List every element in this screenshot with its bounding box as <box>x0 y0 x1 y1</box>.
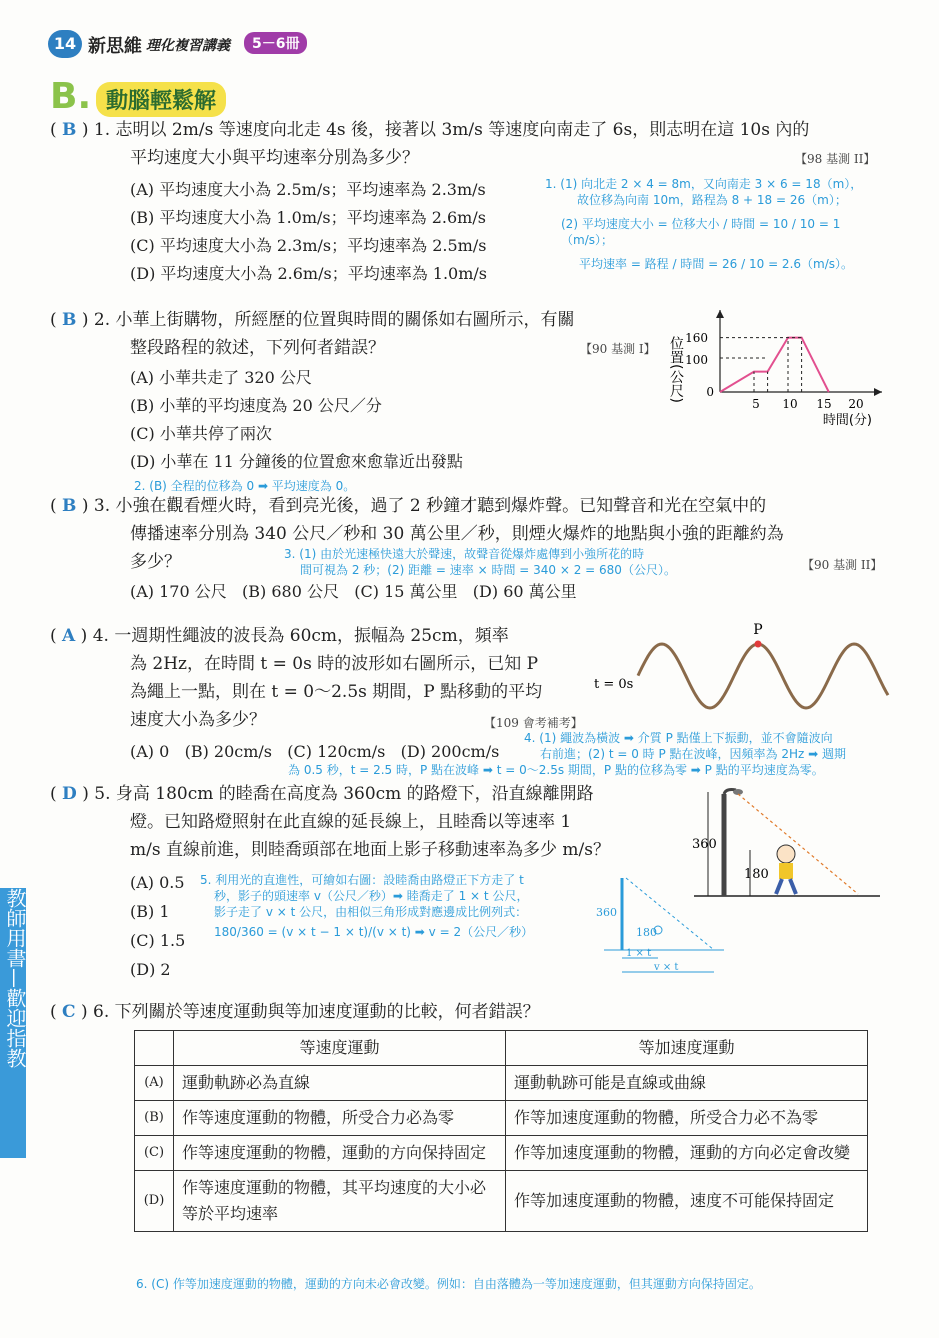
question-2: ( B ) 2. 小華上街購物，所經歷的位置與時間的關係如右圖所示，有關 整段路程的敘述，下列何者錯誤？ <box>50 310 575 358</box>
q5-label-180: 180 <box>744 867 769 882</box>
q4-stem-line2: 為 2Hz，在時間 t = 0s 時的波形如右圖所示，已知 P <box>130 654 539 674</box>
q4-option-c: (C) 120cm/s <box>287 742 386 761</box>
q2-y-arrow <box>716 310 724 318</box>
q1-solution <box>545 176 885 272</box>
q2-option-b: (B) 小華的平均速度為 20 公尺／分 <box>130 396 382 415</box>
q5s-len1: 1 × t <box>626 948 652 959</box>
q1-option-c: (C) 平均速度大小為 2.3m/s；平均速率為 2.5m/s <box>130 236 487 255</box>
q4-source: 【109 會考補考】 <box>484 716 583 730</box>
side-tab <box>0 888 26 1158</box>
answer-1: B <box>62 120 77 140</box>
q4-point-p <box>755 641 762 648</box>
question-6: ( C ) 6. 下列關於等速度運動與等加速度運動的比較，何者錯誤？ <box>50 1002 540 1022</box>
q2-xtick-15: 15 <box>816 397 832 411</box>
q5-label-360: 360 <box>692 837 717 852</box>
q3-source: 【90 基測 II】 <box>802 558 883 572</box>
question-3: ( B ) 3. 小強在觀看煙火時，看到亮光後，過了 2 秒鐘才聽到爆炸聲。已知聲音和光在空氣中的 傳播速率分別為 340 公尺／秒和 30 萬公里／秒，則煙火爆炸的地點與小強的距離約為 多少？ <box>50 496 784 572</box>
q3-stem-line2: 傳播速率分別為 340 公尺／秒和 30 萬公里／秒，則煙火爆炸的地點與小強的距離約為 <box>130 524 784 544</box>
page-number-badge: 14 <box>48 30 82 58</box>
answer-6: C <box>62 1002 76 1022</box>
q4-p-label: P <box>753 622 763 638</box>
q1-stem-line2: 平均速度大小與平均速率分別為多少？ <box>130 148 419 168</box>
q3-solution <box>284 546 676 578</box>
q1-note-3: (2) 平均速度大小 = 位移大小 / 時間 = 10 / 10 = 1（m/s）； <box>561 217 841 247</box>
q5-person-leg-left <box>776 879 782 894</box>
q2-position-time-graph <box>668 306 892 430</box>
row-left: 作等速度運動的物體，運動的方向保持固定 <box>174 1136 506 1171</box>
q5-number: 5. <box>94 784 111 804</box>
q5-options <box>130 868 185 984</box>
q1-note-4: 平均速率 = 路程 / 時間 = 26 / 10 = 2.6（m/s）。 <box>579 257 854 271</box>
q5s-len2: v × t <box>654 962 679 973</box>
q2-stem-line2: 整段路程的敘述，下列何者錯誤？ <box>130 338 385 358</box>
table-header-accelerated: 等加速度運動 <box>506 1031 868 1066</box>
q2-option-a: (A) 小華共走了 320 公尺 <box>130 368 312 387</box>
table-header-row <box>135 1031 868 1066</box>
q4-stem-line4: 速度大小為多少？ <box>130 710 266 730</box>
section-letter: B. <box>50 76 92 117</box>
q2-x-arrow <box>874 388 882 396</box>
q6-stem: 下列關於等速度運動與等加速度運動的比較，何者錯誤？ <box>114 1002 540 1022</box>
table-row <box>135 1171 868 1232</box>
q5-option-b: (B) 1 <box>130 902 170 921</box>
q1-options <box>130 176 487 288</box>
q1-option-d: (D) 平均速度大小為 2.6m/s；平均速率為 1.0m/s <box>130 264 488 283</box>
q2-x-label: 時間(分) <box>822 413 872 428</box>
q5-option-c: (C) 1.5 <box>130 931 186 950</box>
book-title: 新思維 <box>88 36 142 57</box>
q2-number: 2. <box>93 310 111 330</box>
question-5: ( D ) 5. 身高 180cm 的睦喬在高度為 360cm 的路燈下，沿直線離開路 燈。已知路燈照射在此直線的延長線上，且睦喬以等速率 1 m/s 直線前進，則睦喬頭部在地面上影子移動速率為多少 m/s？ <box>50 784 610 860</box>
q3-stem-line1: 小強在觀看煙火時，看到亮光後，過了 2 秒鐘才聽到爆炸聲。已知聲音和光在空氣中的 <box>115 496 767 516</box>
table-header-uniform: 等速度運動 <box>174 1031 506 1066</box>
q2-source: 【90 基測 I】 <box>580 342 656 356</box>
q5-option-a: (A) 0.5 <box>130 873 185 892</box>
q1-option-b: (B) 平均速度大小為 1.0m/s；平均速率為 2.6m/s <box>130 208 486 227</box>
q4-t-label: t = 0s <box>594 677 634 692</box>
q2-position-line <box>720 338 829 392</box>
q6-solution: 6. (C) 作等加速度運動的物體，運動的方向未必會改變。例如：自由落體為一等加速度運動，但其運動方向保持固定。 <box>136 1277 761 1291</box>
section-title: 動腦輕鬆解 <box>96 82 226 117</box>
answer-5: D <box>62 784 77 804</box>
q4-option-b: (B) 20cm/s <box>184 742 272 761</box>
q1-number: 1. <box>93 120 111 140</box>
q2-options <box>130 364 463 476</box>
answer-2: B <box>62 310 77 330</box>
q2-option-d: (D) 小華在 11 分鐘後的位置愈來愈靠近出發點 <box>130 452 463 471</box>
q3-option-c: (C) 15 萬公里 <box>354 582 458 601</box>
q4-stem-line3: 為繩上一點，則在 t = 0～2.5s 期間，P 點移動的平均 <box>130 682 543 702</box>
q1-source: 【98 基測 II】 <box>795 152 876 166</box>
table-row <box>135 1066 868 1101</box>
q4-note-3: 為 0.5 秒，t = 2.5 時，P 點在波峰 ➡ t = 0～2.5s 期間，P 點的位移為零 ➡ P 點的平均速度為零。 <box>288 763 824 777</box>
q1-note-2: 故位移為向南 10m，路程為 8 + 18 = 26（m）； <box>577 193 847 207</box>
q2-y-label: 位置(公尺) <box>668 336 684 403</box>
row-left: 作等速度運動的物體，其平均速度的大小必等於平均速率 <box>174 1171 506 1232</box>
q6-comparison-table <box>134 1030 868 1232</box>
row-right: 運動軌跡可能是直線或曲線 <box>506 1066 868 1101</box>
q3-option-d: (D) 60 萬公里 <box>472 582 577 601</box>
q2-xtick-10: 10 <box>782 397 798 411</box>
row-label: (A) <box>135 1066 174 1101</box>
q5-person-leg-right <box>790 879 796 894</box>
q3-stem-line3: 多少？ <box>130 552 181 572</box>
q5-person-head <box>777 845 795 863</box>
row-label: (C) <box>135 1136 174 1171</box>
q5-note-4: 180/360 = (v × t − 1 × t)/(v × t) ➡ v = 2（公尺／秒） <box>214 925 534 939</box>
q5s-label-180: 180 <box>636 926 657 939</box>
book-subtitle: 理化複習講義 <box>146 38 230 54</box>
q2-ytick-160: 160 <box>685 331 708 345</box>
table-corner <box>135 1031 174 1066</box>
q5-option-d: (D) 2 <box>130 960 171 979</box>
q5s-label-360: 360 <box>596 906 617 919</box>
table-row <box>135 1136 868 1171</box>
q3-note-1: 3. (1) 由於光速極快遠大於聲速，故聲音從爆炸處傳到小強所花的時 <box>284 547 645 561</box>
q4-solution <box>288 730 888 778</box>
q5-solution <box>200 872 590 940</box>
row-label: (B) <box>135 1101 174 1136</box>
q5-solution-figure <box>594 872 734 982</box>
q1-note-1: 1. (1) 向北走 2 × 4 = 8m，又向南走 3 × 6 = 18（m）， <box>545 177 863 191</box>
q5-note-2: 秒，影子的頭速率 v（公尺／秒）➡ 睦喬走了 1 × t 公尺， <box>214 889 529 903</box>
q4-wave-figure <box>592 620 892 720</box>
q3-note-2: 間可視為 2 秒；(2) 距離 = 速率 × 時間 = 340 × 2 = 680（公尺）。 <box>300 563 676 577</box>
q6-number: 6. <box>93 1002 110 1022</box>
q3-option-a: (A) 170 公尺 <box>130 582 227 601</box>
answer-4: A <box>62 626 76 646</box>
row-right: 作等加速度運動的物體，速度不可能保持固定 <box>506 1171 868 1232</box>
q2-solution: 2. (B) 全程的位移為 0 ➡ 平均速度為 0。 <box>134 479 356 493</box>
q5-stem-line3: m/s 直線前進，則睦喬頭部在地面上影子移動速率為多少 m/s？ <box>130 840 610 860</box>
q2-ytick-0: 0 <box>706 385 714 399</box>
q3-options <box>130 578 577 606</box>
volume-badge: 5－6冊 <box>244 32 307 54</box>
table-row <box>135 1101 868 1136</box>
q5-person-body <box>779 863 793 879</box>
side-tab-text: 教師用書—歡迎指教 <box>3 888 27 1068</box>
row-left: 作等速度運動的物體，所受合力必為零 <box>174 1101 506 1136</box>
question-1: ( B ) 1. 志明以 2m/s 等速度向北走 4s 後，接著以 3m/s 等速度向南走了 6s，則志明在這 10s 內的 平均速度大小與平均速率分別為多少？ <box>50 120 810 168</box>
q2-stem-line1: 小華上街購物，所經歷的位置與時間的關係如右圖所示，有關 <box>115 310 575 330</box>
q4-number: 4. <box>92 626 109 646</box>
row-label: (D) <box>135 1171 174 1232</box>
q2-option-c: (C) 小華共停了兩次 <box>130 424 272 443</box>
question-4: ( A ) 4. 一週期性繩波的波長為 60cm，振幅為 25cm，頻率 為 2Hz，在時間 t = 0s 時的波形如右圖所示，已知 P 為繩上一點，則在 t = 0～2.5s 期間，P 點移動的平均 速度大小為多少？ <box>50 626 543 730</box>
q2-xtick-20: 20 <box>848 397 864 411</box>
answer-3: B <box>62 496 77 516</box>
q5-note-1: 5. 利用光的直進性，可繪如右圖：設睦喬由路燈正下方走了 t <box>200 873 524 887</box>
q3-option-b: (B) 680 公尺 <box>242 582 339 601</box>
q5-note-3: 影子走了 v × t 公尺，由相似三角形成對應邊成比例列式： <box>214 905 528 919</box>
row-right: 作等加速度運動的物體，所受合力必不為零 <box>506 1101 868 1136</box>
q3-number: 3. <box>93 496 111 516</box>
q2-ytick-100: 100 <box>685 353 708 367</box>
q4-option-a: (A) 0 <box>130 742 170 761</box>
q1-stem-line1: 志明以 2m/s 等速度向北走 4s 後，接著以 3m/s 等速度向南走了 6s，則志明在這 10s 內的 <box>115 120 810 140</box>
q1-option-a: (A) 平均速度大小為 2.5m/s；平均速率為 2.3m/s <box>130 180 486 199</box>
q4-note-1: 4. (1) 繩波為橫波 ➡ 介質 P 點僅上下振動，並不會隨波向 <box>524 731 833 745</box>
q2-xtick-5: 5 <box>752 397 760 411</box>
q4-rope-wave <box>638 644 888 708</box>
q5-stem-line1: 身高 180cm 的睦喬在高度為 360cm 的路燈下，沿直線離開路 <box>115 784 594 804</box>
row-right: 作等加速度運動的物體，運動的方向必定會改變 <box>506 1136 868 1171</box>
q5s-ray <box>626 878 714 950</box>
q5-stem-line2: 燈。已知路燈照射在此直線的延長線上，且睦喬以等速率 1 <box>130 812 572 832</box>
q4-stem-line1: 一週期性繩波的波長為 60cm，振幅為 25cm，頻率 <box>114 626 509 646</box>
q4-note-2: 右前進；(2) t = 0 時 P 點在波峰，因頻率為 2Hz ➡ 週期 <box>540 747 846 761</box>
row-left: 運動軌跡必為直線 <box>174 1066 506 1101</box>
q4-option-d: (D) 200cm/s <box>400 742 500 761</box>
